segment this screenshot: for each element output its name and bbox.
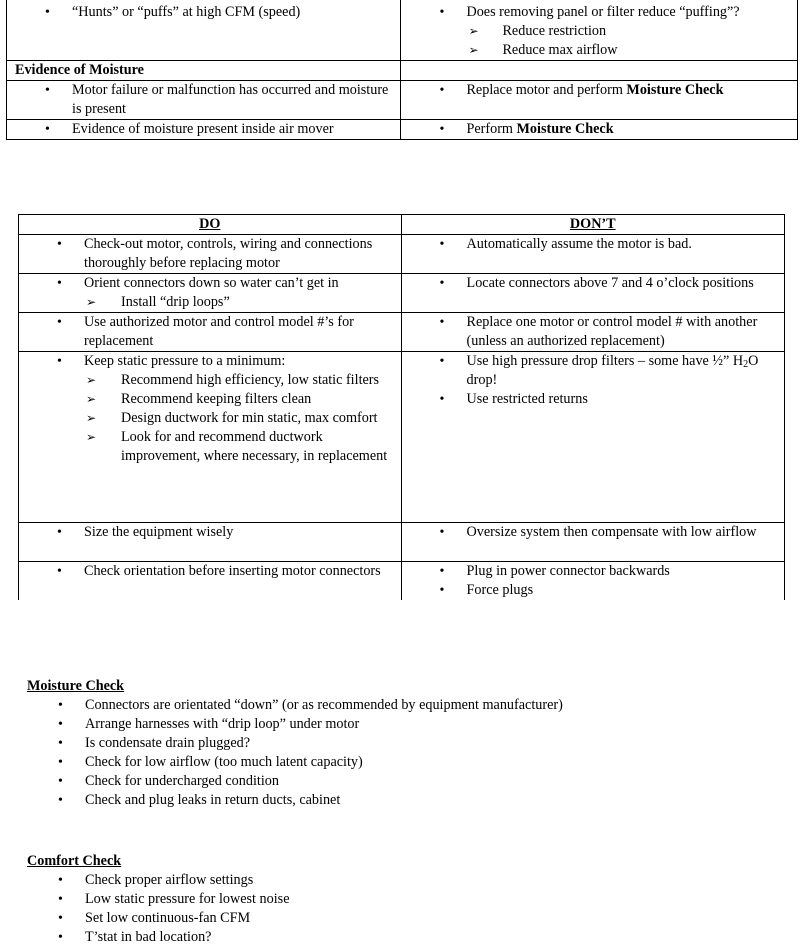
moisture-check-list	[0, 696, 760, 810]
list-item: • Force plugs	[402, 581, 784, 600]
list-item: • Automatically assume the motor is bad.	[402, 235, 784, 254]
table-row	[7, 0, 798, 61]
sub-item: ➢ Install “drip loops”	[19, 293, 401, 312]
section-title: Evidence of Moisture	[15, 62, 144, 78]
table-row	[7, 120, 798, 140]
table-cell	[401, 523, 784, 562]
table-header-cell	[401, 215, 784, 235]
table-row	[19, 562, 785, 601]
table-row	[19, 313, 785, 352]
table-row	[19, 235, 785, 274]
table-cell	[7, 0, 401, 61]
list-item: • Check for low airflow (too much latent capacity)	[0, 753, 760, 772]
list-item: • Oversize system then compensate with low airflow	[402, 523, 784, 542]
list-item: • Check for undercharged condition	[0, 772, 760, 791]
table-row	[7, 81, 798, 120]
header-row	[19, 215, 785, 235]
sub-item: ➢ Look for and recommend ductwork improvement, where necessary, in replacement	[19, 428, 401, 466]
list-item: • Replace motor and perform Moisture Check	[401, 81, 797, 100]
list-item: • Evidence of moisture present inside air mover	[7, 120, 400, 139]
moisture-check-title: Moisture Check	[27, 678, 125, 694]
comfort-check-list	[0, 871, 760, 947]
table-row	[19, 274, 785, 313]
list-item: • Perform Moisture Check	[401, 120, 797, 139]
list-item: • Low static pressure for lowest noise	[0, 890, 760, 909]
list-item: • Arrange harnesses with “drip loop” under motor	[0, 715, 760, 734]
list-item: • T’stat in bad location?	[0, 928, 760, 947]
list-item: • Use authorized motor and control model #’s for replacement	[19, 313, 401, 351]
list-item: • Check-out motor, controls, wiring and connections thoroughly before replacing motor	[19, 235, 401, 273]
table-cell	[401, 61, 798, 81]
table-row	[19, 523, 785, 562]
list-item: • Use restricted returns	[402, 390, 784, 409]
list-item: • Keep static pressure to a minimum:	[19, 352, 401, 371]
table-cell	[19, 352, 402, 523]
table-header-cell	[19, 215, 402, 235]
troubleshooting-table	[6, 0, 798, 140]
list-item: • Connectors are orientated “down” (or as recommended by equipment manufacturer)	[0, 696, 760, 715]
list-item: • Check and plug leaks in return ducts, cabinet	[0, 791, 760, 810]
list-item: • Motor failure or malfunction has occurred and moisture is present	[7, 81, 400, 119]
sub-item: ➢ Reduce restriction	[401, 22, 797, 41]
list-item: • Replace one motor or control model # with another (unless an authorized replacement)	[402, 313, 784, 351]
table-cell	[7, 61, 401, 81]
table-cell	[401, 313, 784, 352]
table-cell	[401, 120, 798, 140]
list-item: • Locate connectors above 7 and 4 o’clock positions	[402, 274, 784, 293]
do-dont-table	[18, 214, 785, 600]
table-cell	[401, 562, 784, 601]
table-cell	[19, 235, 402, 274]
table-cell	[401, 352, 784, 523]
list-item: • Orient connectors down so water can’t get in	[19, 274, 401, 293]
dont-header: DON’T	[569, 216, 616, 232]
list-item: • Check proper airflow settings	[0, 871, 760, 890]
list-item: • Check orientation before inserting motor connectors	[19, 562, 401, 581]
comfort-check-title: Comfort Check	[27, 853, 122, 869]
table-cell	[19, 523, 402, 562]
list-item: • Does removing panel or filter reduce “puffing”?	[401, 3, 797, 22]
table-cell	[401, 235, 784, 274]
table-row	[19, 352, 785, 523]
section-row	[7, 61, 798, 81]
table-cell	[19, 313, 402, 352]
table-cell	[7, 120, 401, 140]
table-cell	[7, 81, 401, 120]
list-item: • Use high pressure drop filters – some have ½” $H_2O$ drop!	[402, 352, 784, 390]
sub-item: ➢ Recommend high efficiency, low static filters	[19, 371, 401, 390]
do-header: DO	[199, 216, 221, 232]
list-item: • Plug in power connector backwards	[402, 562, 784, 581]
list-item: • “Hunts” or “puffs” at high CFM (speed)	[7, 3, 400, 22]
table-cell	[401, 274, 784, 313]
sub-item: ➢ Design ductwork for min static, max comfort	[19, 409, 401, 428]
sub-item: ➢ Reduce max airflow	[401, 41, 797, 60]
list-item: • Is condensate drain plugged?	[0, 734, 760, 753]
list-item: • Size the equipment wisely	[19, 523, 401, 542]
table-cell	[401, 81, 798, 120]
sub-item: ➢ Recommend keeping filters clean	[19, 390, 401, 409]
table-cell	[19, 274, 402, 313]
table-cell	[401, 0, 798, 61]
table-cell	[19, 562, 402, 601]
list-item: • Set low continuous-fan CFM	[0, 909, 760, 928]
